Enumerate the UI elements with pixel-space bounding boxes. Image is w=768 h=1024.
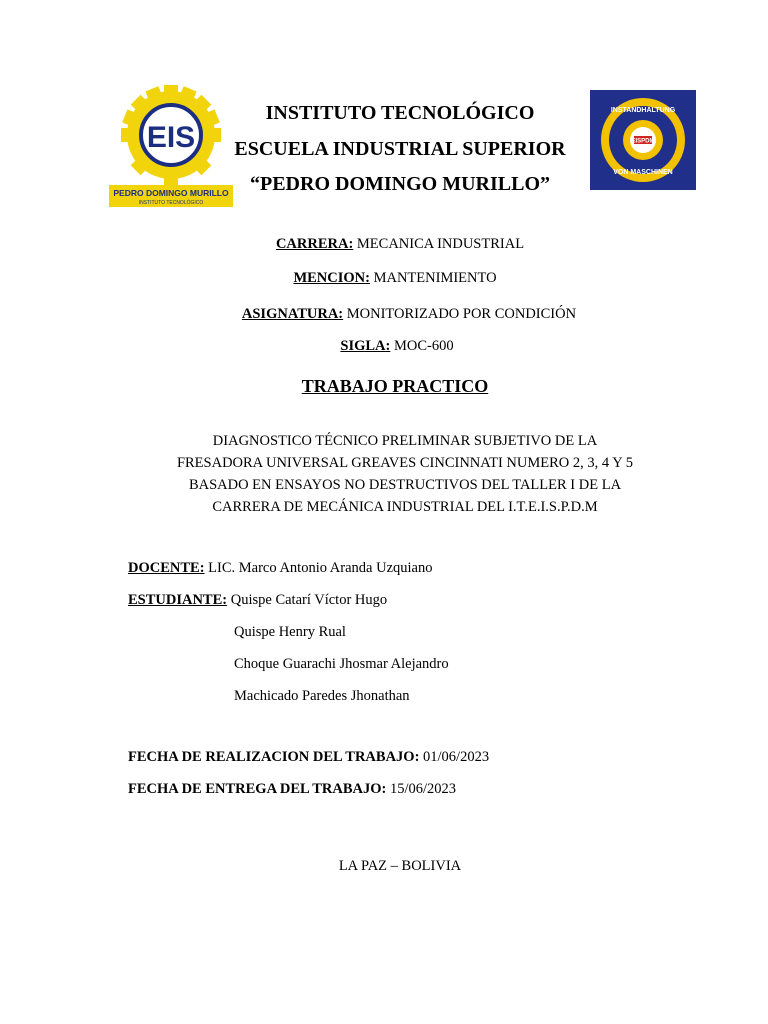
field-fecha-entrega [128,780,456,798]
svg-text:INSTITUTO TECNOLÓGICO: INSTITUTO TECNOLÓGICO [138,200,204,206]
svg-text:INSTANDHALTUNG: INSTANDHALTUNG [610,107,676,114]
student-name: Machicado Paredes Jhonathan [234,688,410,704]
sigla-label: SIGLA: [340,338,391,354]
docente-value: LIC. Marco Antonio Aranda Uzquiano [204,560,433,576]
carrera-value: MECANICA INDUSTRIAL [353,236,525,252]
estudiante-value: Quispe Catarí Víctor Hugo [227,592,388,608]
fecha-entrega-label: FECHA DE ENTREGA DEL TRABAJO: [128,781,387,797]
header-school: ESCUELA INDUSTRIAL SUPERIOR [234,138,566,160]
asignatura-label: ASIGNATURA: [241,306,344,322]
description-line: CARRERA DE MECÁNICA INDUSTRIAL DEL I.T.E.I.S.P.D.M [212,499,598,515]
description-line: FRESADORA UNIVERSAL GREAVES CINCINNATI NUMERO 2, 3, 4 Y 5 [176,455,634,471]
field-carrera [0,235,768,253]
field-sigla [0,337,768,355]
docente-label: DOCENTE: [128,560,205,576]
fecha-realizacion-value: 01/06/2023 [419,749,490,765]
description-line: DIAGNOSTICO TÉCNICO PRELIMINAR SUBJETIVO DE LA [212,433,598,449]
student-name: Choque Guarachi Jhosmar Alejandro [234,656,449,672]
header-name: “PEDRO DOMINGO MURILLO” [250,173,550,195]
estudiante-label: ESTUDIANTE: [128,592,228,608]
field-asignatura [0,305,768,323]
asignatura-value: MONITORIZADO POR CONDICIÓN [343,306,577,322]
svg-text:EISPDM: EISPDM [631,138,655,145]
fecha-entrega-value: 15/06/2023 [386,781,457,797]
field-mencion [0,269,768,287]
description [160,430,650,518]
mencion-label: MENCION: [293,270,370,286]
document-title: TRABAJO PRACTICO [301,376,489,396]
field-fecha-realizacion [128,748,489,766]
fecha-realizacion-label: FECHA DE REALIZACION DEL TRABAJO: [128,749,420,765]
mencion-value: MANTENIMIENTO [369,270,497,286]
carrera-label: CARRERA: [275,236,354,252]
description-line: BASADO EN ENSAYOS NO DESTRUCTIVOS DEL TALLER I DE LA [188,477,622,493]
mantenimiento-logo [590,90,696,190]
city-country: LA PAZ – BOLIVIA [338,858,462,874]
svg-text:EIS: EIS [146,121,196,154]
field-docente [128,559,432,577]
svg-text:PEDRO DOMINGO MURILLO: PEDRO DOMINGO MURILLO [113,188,229,198]
header-institute: INSTITUTO TECNOLÓGICO [265,102,535,124]
svg-text:VON MASCHINEN: VON MASCHINEN [613,169,673,176]
field-estudiante [128,591,387,609]
student-name: Quispe Henry Rual [234,624,346,640]
eis-logo [109,85,233,207]
sigla-value: MOC-600 [390,338,454,354]
